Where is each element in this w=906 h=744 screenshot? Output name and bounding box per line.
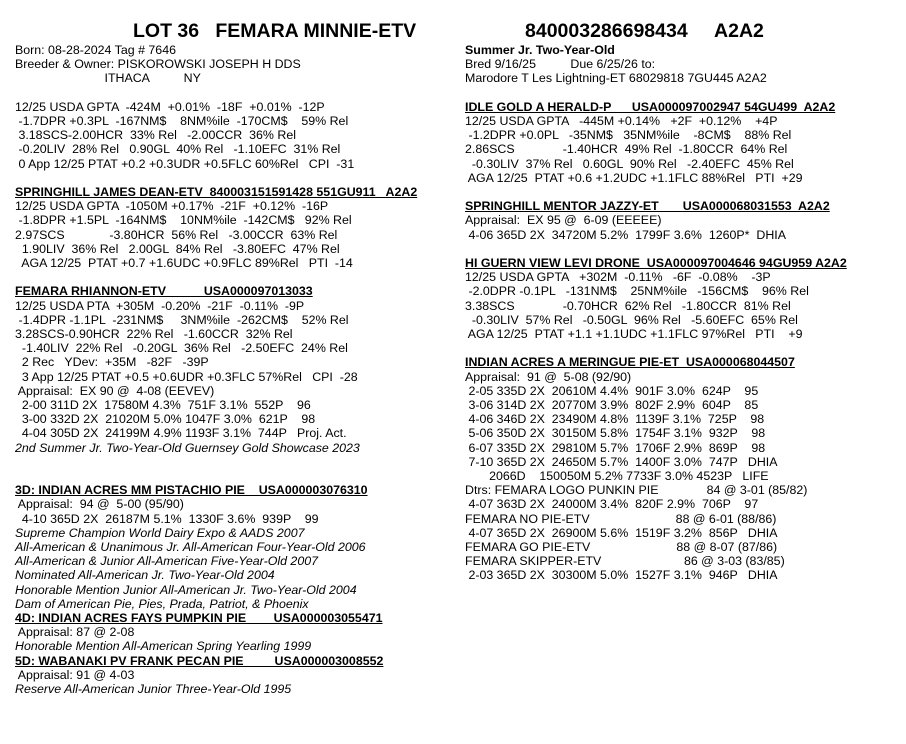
service-sire-stat: -0.30LIV 37% Rel 0.60GL 90% Rel -2.40EFC 45% Rel <box>465 156 794 171</box>
maternal-grandsire-line: -2.0DPR -0.1PL -131NM$ 25NM%ile -156CM$ 96% Rel <box>465 284 809 299</box>
location-line: ITHACA NY <box>15 71 201 86</box>
dam-line: 3.28SCS-0.90HCR 22% Rel -1.60CCR 32% Rel <box>15 327 293 342</box>
dam-line: 2 Rec YDev: +35M -82F -39P <box>15 355 209 370</box>
maternal-grandsire-line: AGA 12/25 PTAT +1.1 +1.1UDC +1.1FLC 97%Rel PTI +9 <box>465 327 803 342</box>
maternal-granddam-line: FEMARA SKIPPER-ETV 86 @ 3-03 (83/85) <box>465 554 785 569</box>
maternal-granddam-line: 4-06 346D 2X 23490M 4.8% 1139F 3.1% 725P 98 <box>465 412 765 427</box>
maternal-granddam-line: 2-05 335D 2X 20610M 4.4% 901F 3.0% 624P 95 <box>465 383 759 398</box>
sire-line: AGA 12/25 PTAT +0.7 +1.6UDC +0.9FLC 89%Rel PTI -14 <box>15 256 353 271</box>
maternal-granddam-line: FEMARA GO PIE-ETV 88 @ 8-07 (87/86) <box>465 540 778 555</box>
maternal-granddam-line: 7-10 365D 2X 24650M 5.7% 1400F 3.0% 747P DHIA <box>465 454 778 469</box>
third-dam-line: 4-10 365D 2X 26187M 5.1% 1330F 3.6% 939P 99 <box>15 511 319 526</box>
maternal-granddam-line: 3-06 314D 2X 20770M 3.9% 802F 2.9% 604P 85 <box>465 398 759 413</box>
dam-line: Appraisal: EX 90 @ 4-08 (EEVEV) <box>15 383 215 398</box>
dam-line: -1.4DPR -1.1PL -231NM$ 3NM%ile -262CM$ 52% Rel <box>15 312 349 327</box>
maternal-granddam-line: 4-07 363D 2X 24000M 3.4% 820F 2.9% 706P 97 <box>465 497 759 512</box>
sire-line: 12/25 USDA GPTA -1050M +0.17% -21F +0.12% -16P <box>15 199 329 214</box>
genomic-line: -0.20LIV 28% Rel 0.90GL 40% Rel -1.10EFC 31% Rel <box>15 142 341 157</box>
fifth-dam-award: Reserve All-American Junior Three-Year-Old 1995 <box>15 682 292 697</box>
animal-genomics <box>15 100 455 171</box>
maternal-granddam-line: 2066D 150050M 5.2% 7733F 3.0% 4523P LIFE <box>465 469 769 484</box>
service-sire-heading: IDLE GOLD A HERALD-P USA000097002947 54GU499 A2A2 <box>465 99 836 114</box>
sire-dam-sire-line: Appraisal: EX 95 @ 6-09 (EEEEE) <box>465 213 662 228</box>
sire-dam-sire-line: 4-06 365D 2X 34720M 5.2% 1799F 3.6% 1260P* DHIA <box>465 227 786 242</box>
dam-line: -1.40LIV 22% Rel -0.20GL 36% Rel -2.50EFC 24% Rel <box>15 341 348 356</box>
fourth-dam-line: Appraisal: 87 @ 2-08 <box>15 625 135 640</box>
maternal-granddam-line: Appraisal: 91 @ 5-08 (92/90) <box>465 369 632 384</box>
fifth-dam-heading: 5D: WABANAKI PV FRANK PECAN PIE USA000003008552 <box>15 653 384 668</box>
maternal-granddam-line: 6-07 335D 2X 29810M 5.7% 1706F 2.9% 869P 98 <box>465 440 766 455</box>
lot-title: LOT 36 FEMARA MINNIE-ETV <box>133 20 417 42</box>
maternal-granddam-line: 5-06 350D 2X 30150M 5.8% 1754F 3.1% 932P 98 <box>465 426 766 441</box>
maternal-grandsire-section <box>465 256 895 341</box>
registration-title: 840003286698434 A2A2 <box>525 20 764 42</box>
born-line: Born: 08-28-2024 Tag # 7646 <box>15 43 176 57</box>
fifth-dam-section <box>15 654 455 697</box>
sire-section <box>15 185 455 270</box>
class-title: Summer Jr. Two-Year-Old <box>465 43 615 57</box>
maternal-granddam-line: Dtrs: FEMARA LOGO PUNKIN PIE 84 @ 3-01 (85/82) <box>465 483 808 498</box>
third-dam-section <box>15 483 455 611</box>
service-sire-stat: 2.86SCS -1.40HCR 49% Rel -1.80CCR 64% Rel <box>465 142 788 157</box>
maternal-grandsire-heading: HI GUERN VIEW LEVI DRONE USA000097004646 94GU959 A2A2 <box>465 256 847 270</box>
dam-heading: FEMARA RHIANNON-ETV USA000097013033 <box>15 284 313 299</box>
service-sire-stat: -1.2DPR +0.0PL -35NM$ 35NM%ile -8CM$ 88% Rel <box>465 128 792 143</box>
genomic-line: 3.18SCS-2.00HCR 33% Rel -2.00CCR 36% Rel <box>15 128 296 143</box>
third-dam-award: Supreme Champion World Dairy Expo & AADS 2007 <box>15 525 305 540</box>
maternal-granddam-line: 4-07 365D 2X 26900M 5.6% 1519F 3.2% 856P DHIA <box>465 525 778 540</box>
dam-line: 3-00 332D 2X 21020M 5.0% 1047F 3.0% 621P 98 <box>15 412 316 427</box>
maternal-granddam-line: FEMARA NO PIE-ETV 88 @ 6-01 (88/86) <box>465 511 777 526</box>
maternal-grandsire-line: -0.30LIV 57% Rel -0.50GL 96% Rel -5.60EFC 65% Rel <box>465 312 798 327</box>
service-sire-section <box>465 100 895 185</box>
dam-line: 4-04 305D 2X 24199M 4.9% 1193F 3.1% 744P Proj. Act. <box>15 426 347 441</box>
animal-info <box>15 43 455 86</box>
sire-dam-sire-heading: SPRINGHILL MENTOR JAZZY-ET USA000068031553 A2A2 <box>465 199 830 214</box>
third-dam-award: All-American & Junior All-American Five-Year-Old 2007 <box>15 554 318 569</box>
dam-line: 3 App 12/25 PTAT +0.5 +0.6UDR +0.3FLC 57%Rel CPI -28 <box>15 369 358 384</box>
dam-line: 12/25 USDA PTA +305M -0.20% -21F -0.11% -9P <box>15 298 305 313</box>
right-column <box>465 43 895 583</box>
third-dam-award: Nominated All-American Jr. Two-Year-Old 2004 <box>15 568 275 583</box>
dam-award: 2nd Summer Jr. Two-Year-Old Guernsey Gold Showcase 2023 <box>15 440 360 455</box>
service-sire-line: Marodore T Les Lightning-ET 68029818 7GU445 A2A2 <box>465 71 767 86</box>
service-sire-stat: AGA 12/25 PTAT +0.6 +1.2UDC +1.1FLC 88%Rel PTI +29 <box>465 170 803 185</box>
genomic-line: -1.7DPR +0.3PL -167NM$ 8NM%ile -170CM$ 59% Rel <box>15 114 349 128</box>
maternal-granddam-line: 2-03 365D 2X 30300M 5.0% 1527F 3.1% 946P DHIA <box>465 568 778 583</box>
maternal-granddam-section <box>465 355 895 582</box>
third-dam-award: Honorable Mention Junior All-American Jr. Two-Year-Old 2004 <box>15 582 357 597</box>
genomic-line: 12/25 USDA GPTA -424M +0.01% -18F +0.01% -12P <box>15 99 325 114</box>
maternal-granddam-heading: INDIAN ACRES A MERINGUE PIE-ET USA000068044507 <box>465 355 795 370</box>
service-sire-stat: 12/25 USDA GPTA -445M +0.14% +2F +0.12% +4P <box>465 114 778 128</box>
breeder-line: Breeder & Owner: PISKOROWSKI JOSEPH H DDS <box>15 57 301 72</box>
fourth-dam-section <box>15 611 455 654</box>
sire-dam-sire-section <box>465 199 895 242</box>
sire-heading: SPRINGHILL JAMES DEAN-ETV 840003151591428 551GU911 A2A2 <box>15 185 418 199</box>
sire-line: 1.90LIV 36% Rel 2.00GL 84% Rel -3.80EFC 47% Rel <box>15 241 340 256</box>
maternal-grandsire-line: 12/25 USDA GPTA +302M -0.11% -6F -0.08% -3P <box>465 270 771 285</box>
fourth-dam-award: Honorable Mention All-American Spring Yearling 1999 <box>15 639 312 654</box>
fourth-dam-heading: 4D: INDIAN ACRES FAYS PUMPKIN PIE USA000003055471 <box>15 611 383 626</box>
sire-line: 2.97SCS -3.80HCR 56% Rel -3.00CCR 63% Rel <box>15 227 338 242</box>
third-dam-award: Dam of American Pie, Pies, Prada, Patriot, & Phoenix <box>15 596 309 611</box>
dam-section <box>15 284 455 454</box>
third-dam-award: All-American & Unanimous Jr. All-American Four-Year-Old 2006 <box>15 540 366 555</box>
sire-line: -1.8DPR +1.5PL -164NM$ 10NM%ile -142CM$ 92% Rel <box>15 213 352 228</box>
dam-line: 2-00 311D 2X 17580M 4.3% 751F 3.1% 552P 96 <box>15 398 311 413</box>
genomic-line: 0 App 12/25 PTAT +0.2 +0.3UDR +0.5FLC 60%Rel CPI -31 <box>15 156 355 171</box>
fifth-dam-line: Appraisal: 91 @ 4-03 <box>15 667 135 682</box>
bred-line: Bred 9/16/25 Due 6/25/26 to: <box>465 57 656 72</box>
maternal-grandsire-line: 3.38SCS -0.70HCR 62% Rel -1.80CCR 81% Rel <box>465 298 791 313</box>
third-dam-line: Appraisal: 94 @ 5-00 (95/90) <box>15 497 184 512</box>
third-dam-heading: 3D: INDIAN ACRES MM PISTACHIO PIE USA000003076310 <box>15 483 368 498</box>
left-column <box>15 43 455 696</box>
